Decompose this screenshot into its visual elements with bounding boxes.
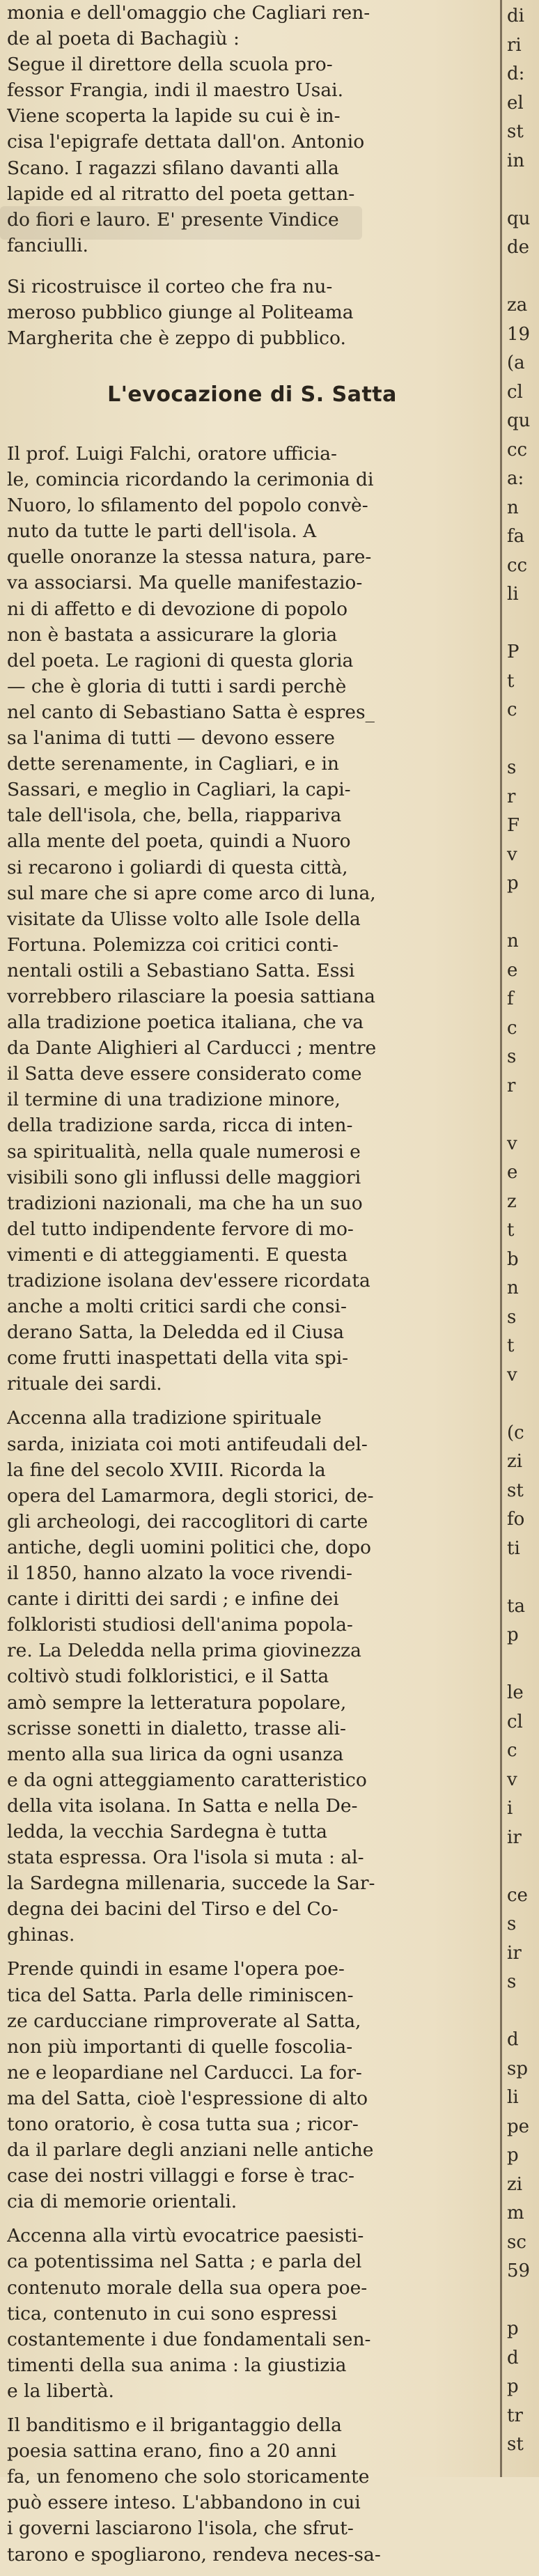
article-column [7,0,497,2566]
text-line: vimenti e di atteggiamenti. E questa [7,1243,348,1266]
text-line: amò sempre la letteratura popolare, [7,1691,347,1714]
text-line: ne e leopardiane nel Carducci. La for- [7,2061,362,2084]
margin-fragment: p [507,1624,519,1645]
text-line: dette serenamente, in Cagliari, e in [7,753,339,775]
print-smudge [0,206,362,240]
text-line: tradizioni nazionali, ma che ha un suo [7,1192,363,1214]
margin-fragment: za [507,295,528,316]
text-line: ghinas. [7,1924,75,1946]
margin-fragment: v [507,844,517,865]
margin-fragment: e [507,959,518,981]
text-line: sarda, iniziata coi moti antifeudali del- [7,1433,368,1455]
text-line: ca potentissima nel Satta ; e parla del [7,2251,362,2273]
text-line: alla mente del poeta, quindi a Nuoro [7,830,351,853]
margin-fragment: pe [507,2116,530,2137]
text-line: mento alla sua lirica da ogni usanza [7,1743,344,1765]
text-line: non più importanti di quelle foscolia- [7,2035,353,2058]
text-line: ni di affetto e di devozione di popolo [7,598,348,620]
text-line: meroso pubblico giunge al Politeama [7,302,354,324]
margin-fragment: s [507,757,517,778]
text-line: Margherita che è zeppo di pubblico. [7,327,346,350]
body-paragraph [7,1956,497,2214]
margin-fragment: li [507,2087,519,2108]
text-line: costantemente i due fondamentali sen- [7,2328,371,2350]
text-line: alla tradizione poetica italiana, che va [7,1011,364,1034]
text-line: nentali ostili a Sebastiano Satta. Essi [7,959,355,981]
margin-fragment: de [507,237,530,258]
margin-fragment: P [507,642,520,662]
margin-fragment: t [507,1335,515,1356]
text-line: del poeta. Le ragioni di questa gloria [7,649,354,672]
text-line: le, comincia ricordando la cerimonia di [7,469,374,491]
margin-fragment: d: [507,63,525,84]
margin-fragment: 59 [507,2260,531,2281]
margin-fragment: fa [507,526,525,547]
text-line: rituale dei sardi. [7,1373,162,1395]
text-line: Scano. I ragazzi sfilano davanti alla [7,157,339,179]
text-line: della vita isolana. In Satta e nella De- [7,1794,358,1817]
text-line: il Satta deve essere considerato come [7,1063,362,1085]
margin-fragment: t [507,1220,515,1241]
text-line: poesia sattina erano, fino a 20 anni [7,2440,337,2462]
margin-fragment: qu [507,410,531,431]
margin-fragment: c [507,699,517,720]
margin-fragment: sp [507,2058,528,2079]
text-line: cisa l'epigrafe dettata dall'on. Antonio [7,131,365,153]
margin-fragment: le [507,1682,524,1703]
margin-fragment: zi [507,2173,523,2195]
margin-fragment: 19 [507,323,531,345]
margin-fragment: zi [507,1451,523,1472]
margin-fragment: s [507,1046,517,1067]
text-line: Il banditismo e il brigantaggio della [7,2414,342,2437]
text-line: della tradizione sarda, ricca di inten- [7,1115,353,1137]
text-line: da il parlare degli anziani nelle antiche [7,2139,374,2162]
text-line: tradizione isolana dev'essere ricordata [7,1270,370,1291]
text-line: si recarono i goliardi di questa città, [7,856,348,878]
text-line: Viene scoperta la lapide su cui è in- [7,105,341,127]
margin-fragment: di [507,6,524,26]
margin-fragment: fo [507,1509,525,1530]
margin-fragment: n [507,1278,519,1298]
margin-fragment: p [507,873,519,894]
body-paragraph [7,1405,497,1948]
margin-fragment: c [507,1740,517,1761]
margin-fragment: p [507,2318,519,2339]
text-line: Si ricostruisce il corteo che fra nu- [7,276,333,297]
text-line: ze carducciane rimproverate al Satta, [7,2010,361,2032]
text-line: Accenna alla tradizione spirituale [7,1407,322,1429]
text-line: visitate da Ulisse volto alle Isole della [7,908,361,930]
text-line: cia di memorie orientali. [7,2191,237,2213]
margin-fragment: v [507,1133,517,1154]
margin-fragment: r [507,1075,516,1096]
text-line: antiche, degli uomini politici che, dopo [7,1536,372,1558]
margin-fragment: tr [507,2405,523,2426]
margin-fragment: (a [507,352,525,373]
text-line: tica, contenuto in cui sono espressi [7,2302,338,2325]
margin-fragment: b [507,1248,519,1270]
body-paragraph [7,441,497,1397]
text-line: visibili sono gli influssi delle maggiori [7,1166,361,1188]
margin-fragment: m [507,2203,524,2224]
text-line: tono oratorio, è cosa tutta sua ; ricor- [7,2113,359,2135]
text-line: fa, un fenomeno che solo storicamente [7,2466,370,2488]
margin-fragment: (c [507,1422,524,1443]
text-line: re. La Deledda nella prima giovinezza [7,1640,361,1662]
margin-fragment: ir [507,1942,522,1964]
text-line: fessor Frangia, indi il maestro Usai. [7,79,344,102]
text-line: do fiori e lauro. E' presente Vindice [7,208,339,231]
margin-fragment: r [507,786,516,807]
text-line: Prende quindi in esame l'opera poe- [7,1958,345,1980]
text-line: può essere inteso. L'abbandono in cui [7,2492,361,2514]
margin-fragment: cc [507,439,528,460]
text-line: del tutto indipendente fervore di mo- [7,1218,354,1240]
text-line: sa l'anima di tutti — devono essere [7,727,335,750]
text-line: sa spiritualità, nella quale numerosi e [7,1140,361,1163]
margin-fragment: z [507,1190,517,1212]
text-line: ledda, la vecchia Sardegna è tutta [7,1820,327,1842]
margin-fragment: a: [507,468,524,489]
margin-fragment: in [507,150,525,171]
margin-fragment: sc [507,2231,526,2253]
text-line: cante i diritti dei sardi ; e infine dei [7,1588,339,1611]
text-line: fanciulli. [7,234,88,256]
margin-fragment: e [507,1162,518,1183]
margin-fragment: c [507,1017,517,1039]
margin-fragment: st [507,2434,524,2455]
body-paragraph [7,2412,497,2568]
text-line: gli archeologi, dei raccoglitori di carte [7,1510,368,1533]
text-line: tarono e spogliarono, rendeva neces-sa- [7,2543,381,2566]
margin-fragment: n [507,497,519,518]
text-line: scrisse sonetti in dialetto, trasse ali- [7,1717,346,1739]
margin-fragment: p [507,2376,519,2397]
text-line: non è bastata a assicurare la gloria [7,623,338,646]
text-line: degna dei bacini del Tirso e del Co- [7,1898,338,1921]
text-line: monia e dell'omaggio che Cagliari ren- [7,2,370,24]
text-line: il 1850, hanno alzato la voce rivendi- [7,1562,352,1585]
text-line: ma del Satta, cioè l'espressione di alto [7,2087,368,2109]
text-line: folkloristi studiosi dell'anima popola- [7,1614,353,1636]
column-divider [500,0,502,2477]
text-line: timenti della sua anima : la giustizia [7,2354,347,2376]
margin-fragment: p [507,2145,519,2166]
body-paragraph [7,2223,497,2404]
margin-fragment: st [507,121,524,142]
text-line: va associarsi. Ma quelle manifestazio- [7,572,363,594]
margin-fragment: el [507,92,524,114]
corteo-paragraph [7,274,497,351]
text-line: e la libertà. [7,2380,114,2402]
margin-fragment: ta [507,1595,525,1617]
margin-fragment: cl [507,381,523,403]
margin-fragment: f [507,988,514,1009]
margin-fragment: st [507,1480,524,1501]
text-line: Accenna alla virtù evocatrice paesisti- [7,2225,364,2247]
margin-fragment: n [507,931,519,952]
adjacent-column-fragments [506,0,539,2477]
margin-fragment: s [507,1971,517,1992]
margin-fragment: ri [507,34,522,56]
text-line: anche a molti critici sardi che consi- [7,1296,347,1318]
text-line: Sassari, e meglio in Cagliari, la capi- [7,779,351,801]
text-line: coltivò studi folkloristici, e il Satta [7,1666,329,1688]
text-line: Il prof. Luigi Falchi, oratore ufficia- [7,443,337,465]
text-line: quelle onoranze la stessa natura, pare- [7,546,372,568]
text-line: da Dante Alighieri al Carducci ; mentre [7,1037,377,1060]
margin-fragment: v [507,1769,517,1790]
text-line: e da ogni atteggiamento caratteristico [7,1769,367,1791]
text-line: la Sardegna millenaria, succede la Sar- [7,1872,375,1895]
margin-fragment: qu [507,208,531,229]
text-line: nuto da tutte le parti dell'isola. A [7,520,317,543]
margin-fragment: ir [507,1826,522,1848]
text-line: Segue il direttore della scuola pro- [7,54,333,76]
text-line: il termine di una tradizione minore, [7,1089,341,1111]
text-line: Fortuna. Polemizza coi critici conti- [7,933,339,956]
margin-fragment: s [507,1914,517,1934]
article-body [7,441,497,2576]
margin-fragment: s [507,1306,517,1328]
text-line: case dei nostri villaggi e forse è trac- [7,2165,355,2187]
text-line: i governi lasciarono l'isola, che sfrut- [7,2517,354,2540]
text-line: tica del Satta. Parla delle riminiscen- [7,1984,354,2006]
article-heading: L'evocazione di S. Satta [107,382,397,407]
text-line: contenuto morale della sua opera poe- [7,2276,368,2299]
text-line: sul mare che si apre come arco di luna, [7,882,376,904]
text-line: opera del Lamarmora, degli storici, de- [7,1484,374,1507]
margin-fragment: F [507,815,520,836]
margin-fragment: ce [507,1884,528,1906]
text-line: de al poeta di Bachagiù : [7,28,240,50]
margin-fragment: i [507,1798,513,1819]
margin-fragment: ti [507,1537,520,1559]
text-line: vorrebbero rilasciare la poesia sattiana [7,985,375,1007]
text-line: — che è gloria di tutti i sardi perchè [7,675,347,697]
margin-fragment: li [507,584,519,605]
text-line: derano Satta, la Deledda ed il Ciusa [7,1321,345,1344]
text-line: lapide ed al ritratto del poeta gettan- [7,183,355,205]
margin-fragment: t [507,670,515,692]
text-line: nel canto di Sebastiano Satta è espres_ [7,701,375,723]
margin-fragment: v [507,1364,517,1386]
text-line: Nuoro, lo sfilamento del popolo convè- [7,495,368,517]
text-line: la fine del secolo XVIII. Ricorda la [7,1459,326,1481]
margin-fragment: cl [507,1711,523,1732]
margin-fragment: cc [507,554,528,576]
margin-fragment: d [507,2029,519,2050]
margin-fragment: d [507,2347,519,2368]
text-line: stata espressa. Ora l'isola si muta : al- [7,1847,364,1869]
text-line: tale dell'isola, che, bella, riappariva [7,805,342,827]
text-line: come frutti inaspettati della vita spi- [7,1347,349,1370]
